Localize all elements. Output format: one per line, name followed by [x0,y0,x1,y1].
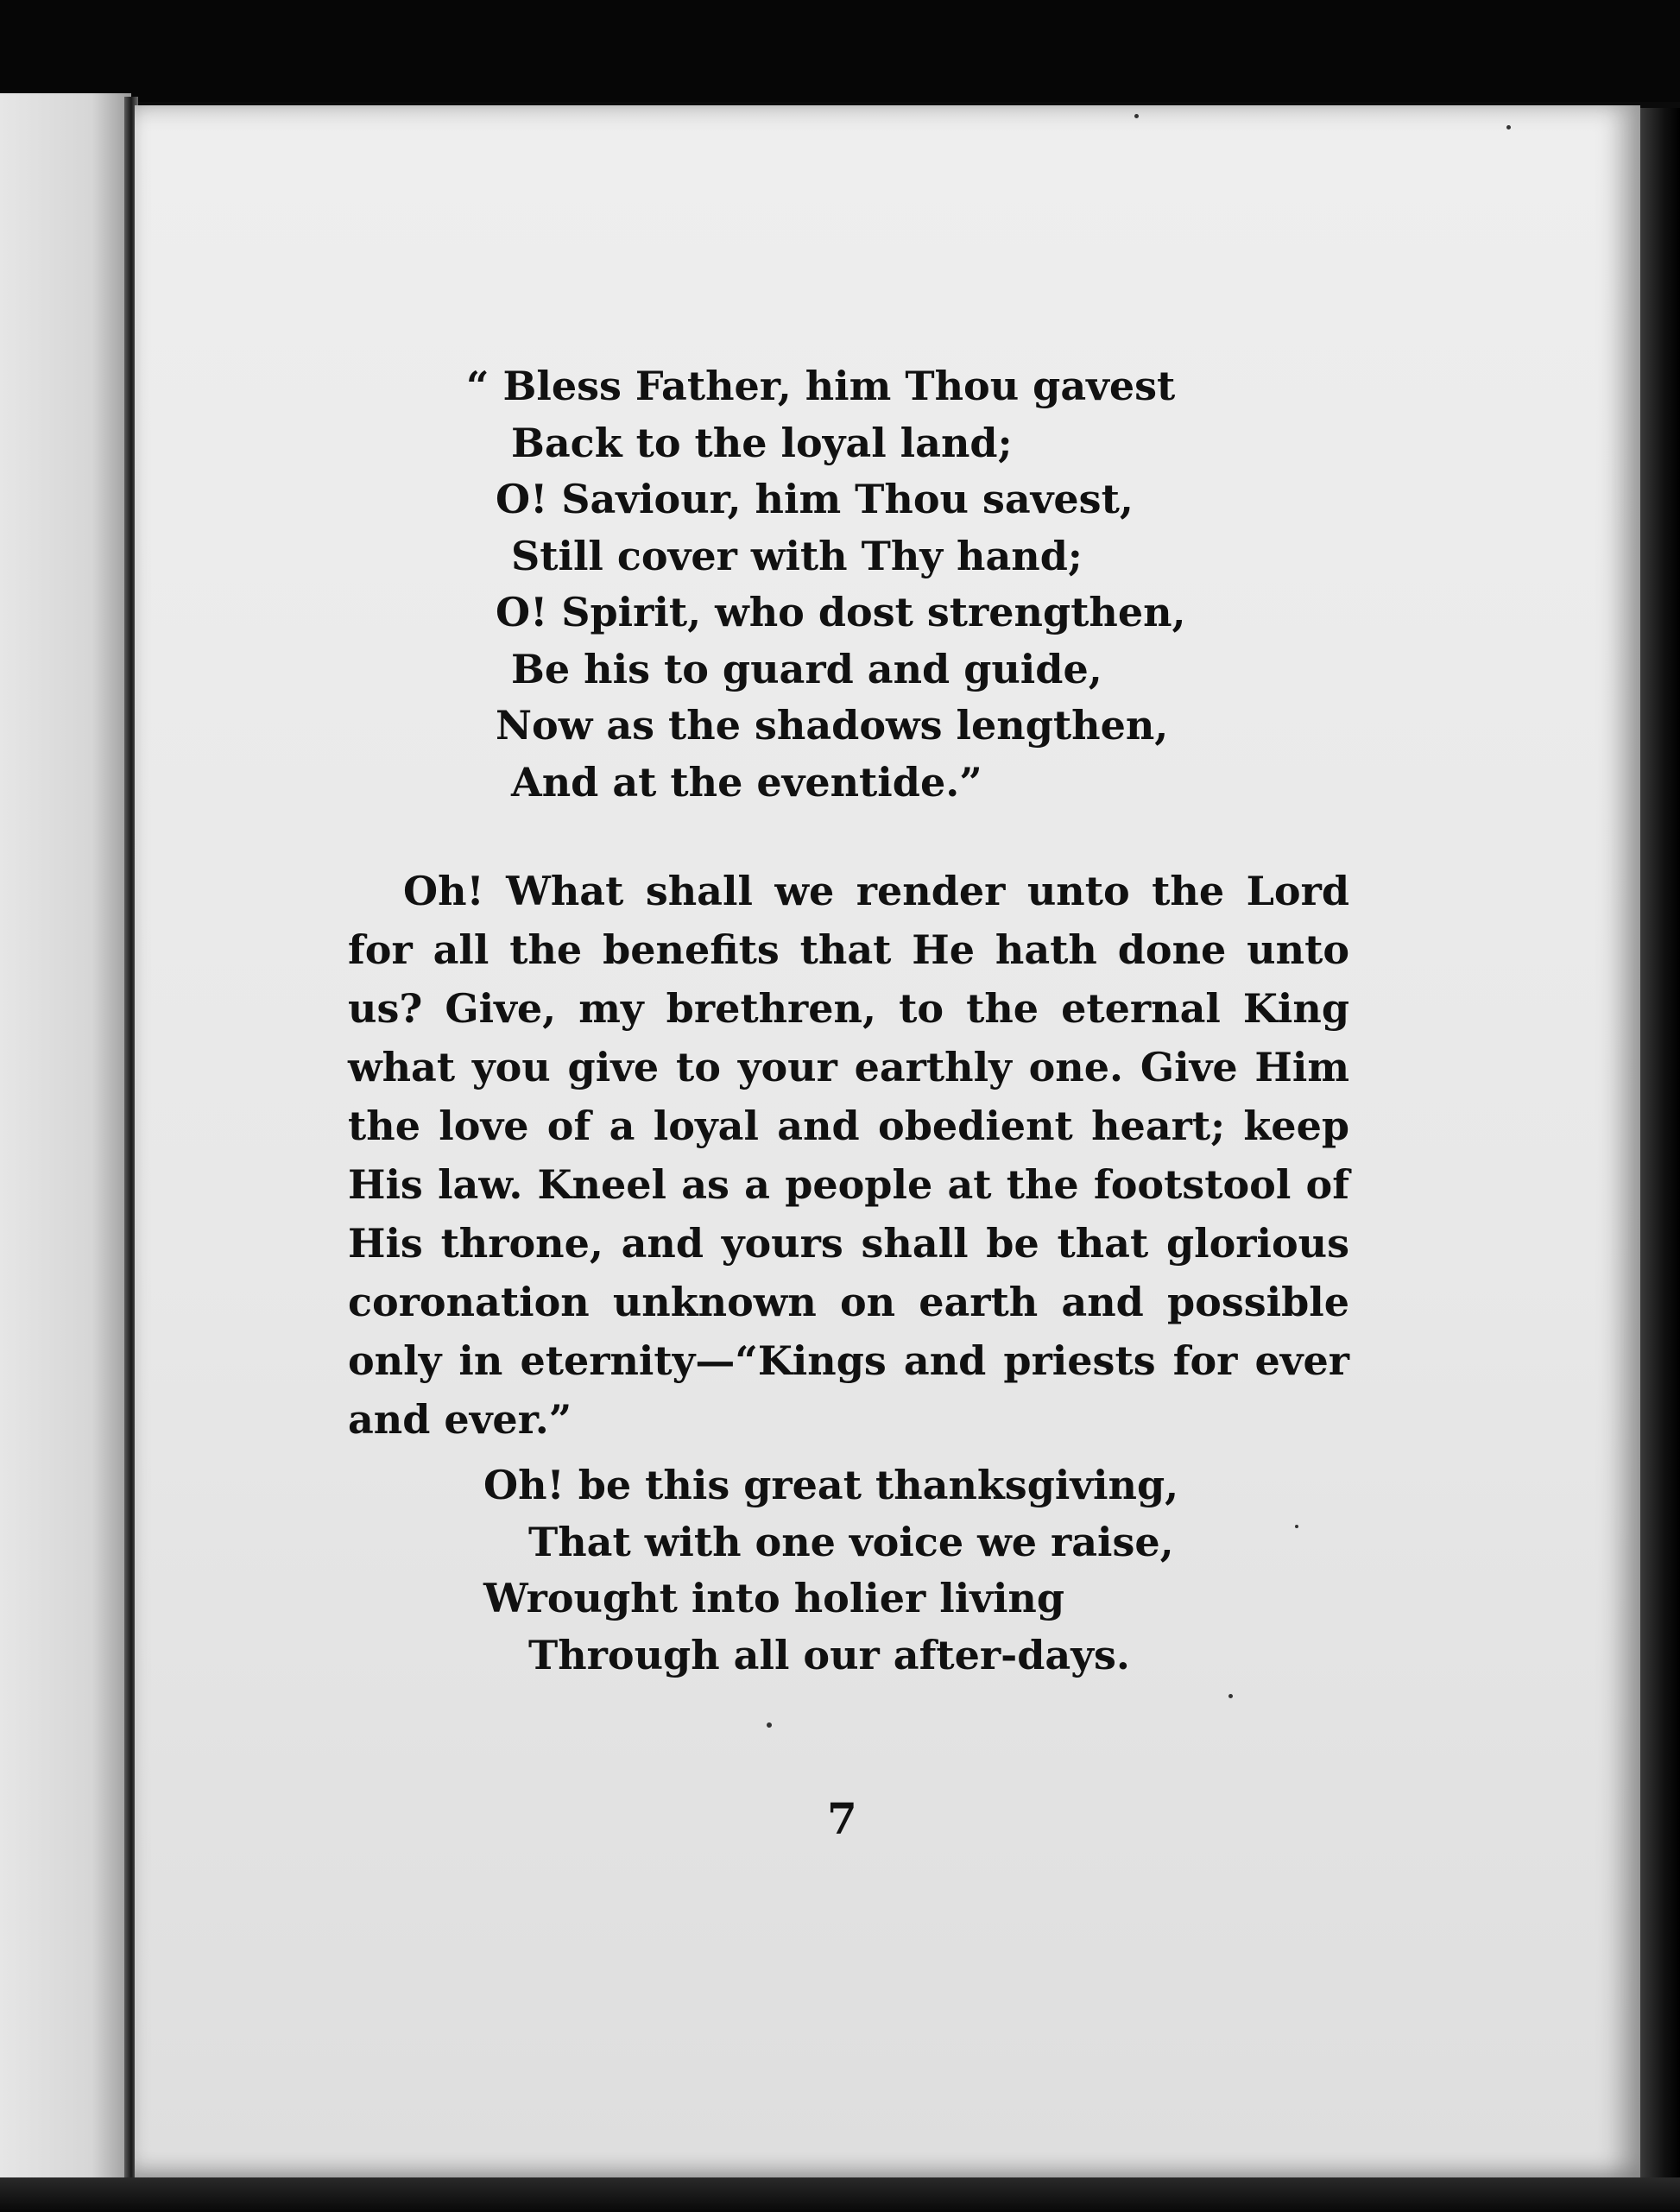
verse-line: Oh! be this great thanksgiving, [483,1462,1179,1508]
verse-line: Back to the loyal land; [511,419,1013,466]
verse-line: O! Spirit, who dost strengthen, [496,589,1186,635]
dust-speck [1295,1525,1298,1528]
dust-speck [1134,114,1139,118]
verse-stanza-1 [466,358,1186,811]
verse-line: That with one voice we raise, [528,1518,1174,1565]
verse-line: Be his to guard and guide, [511,645,1102,692]
dust-speck [767,1722,772,1728]
verse-line: “ Bless Father, him Thou gavest [466,363,1176,409]
dust-speck [1228,1694,1233,1698]
scan-top-border [0,0,1680,102]
facing-page-edge [0,93,131,2183]
verse-line: Wrought into holier living [483,1575,1065,1621]
verse-line: And at the eventide.” [511,758,982,806]
verse-line: Now as the shadows lengthen, [496,702,1169,749]
verse-line: Through all our after-days. [528,1631,1130,1678]
verse-line: Still cover with Thy hand; [511,532,1083,579]
scan-right-border [1640,108,1680,2212]
scan-bottom-border [0,2177,1680,2212]
dust-speck [1506,125,1511,130]
body-paragraph: Oh! What shall we render unto the Lord for all the benefits that He hath done unto us? Give, my brethren, to the eternal King what you give to your earthly one. Give Him the love of a loyal and obedient heart; keep His law. Kneel as a people at the footstool of His throne, and yours shall be that glorious coronation unknown on earth and possible only in eternity—“Kings and priests for ever and ever.” [348,868,1349,1443]
page-number: 7 [827,1793,857,1844]
verse-stanza-2 [483,1457,1178,1684]
verse-line: O! Saviour, him Thou savest, [496,476,1134,522]
